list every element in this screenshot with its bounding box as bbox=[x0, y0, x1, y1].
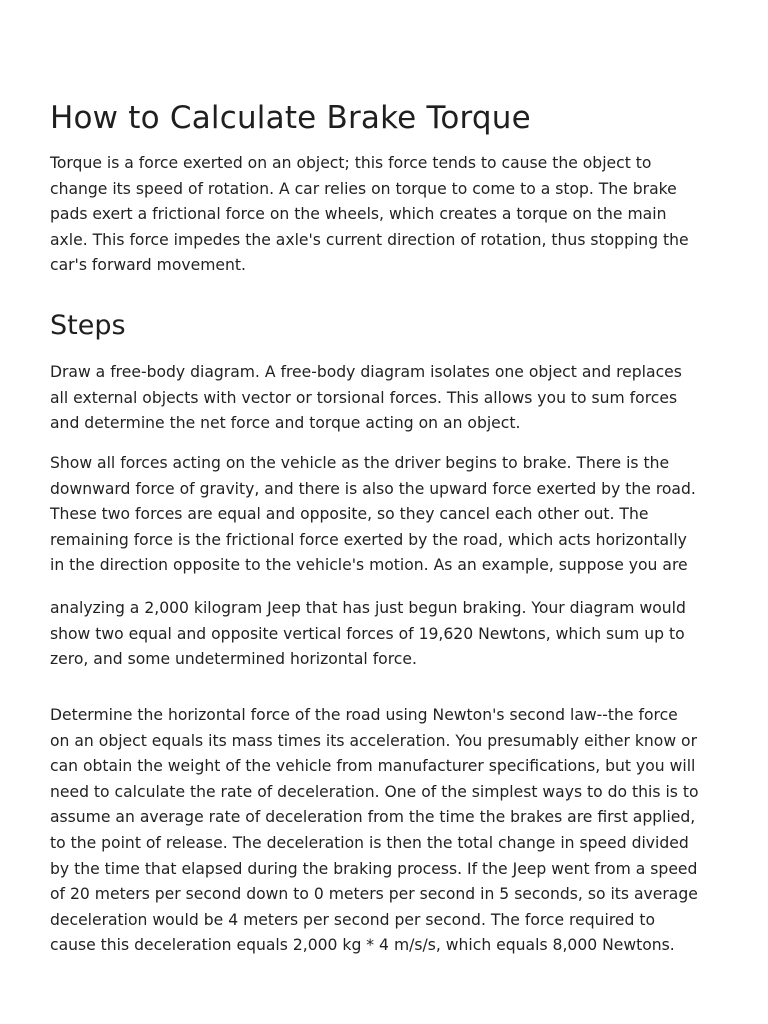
step-paragraph-3: Determine the horizontal force of the road using Newton's second law--the force on an object equals its mass times its acceleration. You presumably either know or can obtain the weight of the vehicle from manufacturer specifications, but you will need to calculate the rate of deceleration. One of the simplest ways to do this is to assume an average rate of deceleration from the time the brakes are first applied, to the point of release. The deceleration is then the total change in speed divided by the time that elapsed during the braking process. If the Jeep went from a speed of 20 meters per second down to 0 meters per second in 5 seconds, so its average deceleration would be 4 meters per second per second. The force required to cause this deceleration equals 2,000 kg * 4 m/s/s, which equals 8,000 Newtons. bbox=[50, 706, 699, 955]
intro-paragraph: Torque is a force exerted on an object; this force tends to cause the object to change its speed of rotation. A car relies on torque to come to a stop. The brake pads exert a frictional force on the wheels, which creates a torque on the main axle. This force impedes the axle's current direction of rotation, thus stopping the car's forward movement. bbox=[50, 154, 689, 275]
step-paragraph-2-continued: analyzing a 2,000 kilogram Jeep that has just begun braking. Your diagram would show two equal and opposite vertical forces of 19,620 Newtons, which sum up to zero, and some undetermined horizontal force. bbox=[50, 599, 686, 669]
step-paragraph-1: Draw a free-body diagram. A free-body diagram isolates one object and replaces all external objects with vector or torsional forces. This allows you to sum forces and determine the net force and torque acting on an object. bbox=[50, 363, 682, 433]
steps-heading: Steps bbox=[50, 310, 126, 341]
page-title: How to Calculate Brake Torque bbox=[50, 100, 531, 136]
step-paragraph-2: Show all forces acting on the vehicle as the driver begins to brake. There is the downward force of gravity, and there is also the upward force exerted by the road. These two forces are equal and opposite, so they cancel each other out. The remaining force is the frictional force exerted by the road, which acts horizontally in the direction opposite to the vehicle's motion. As an example, suppose you are bbox=[50, 454, 696, 575]
